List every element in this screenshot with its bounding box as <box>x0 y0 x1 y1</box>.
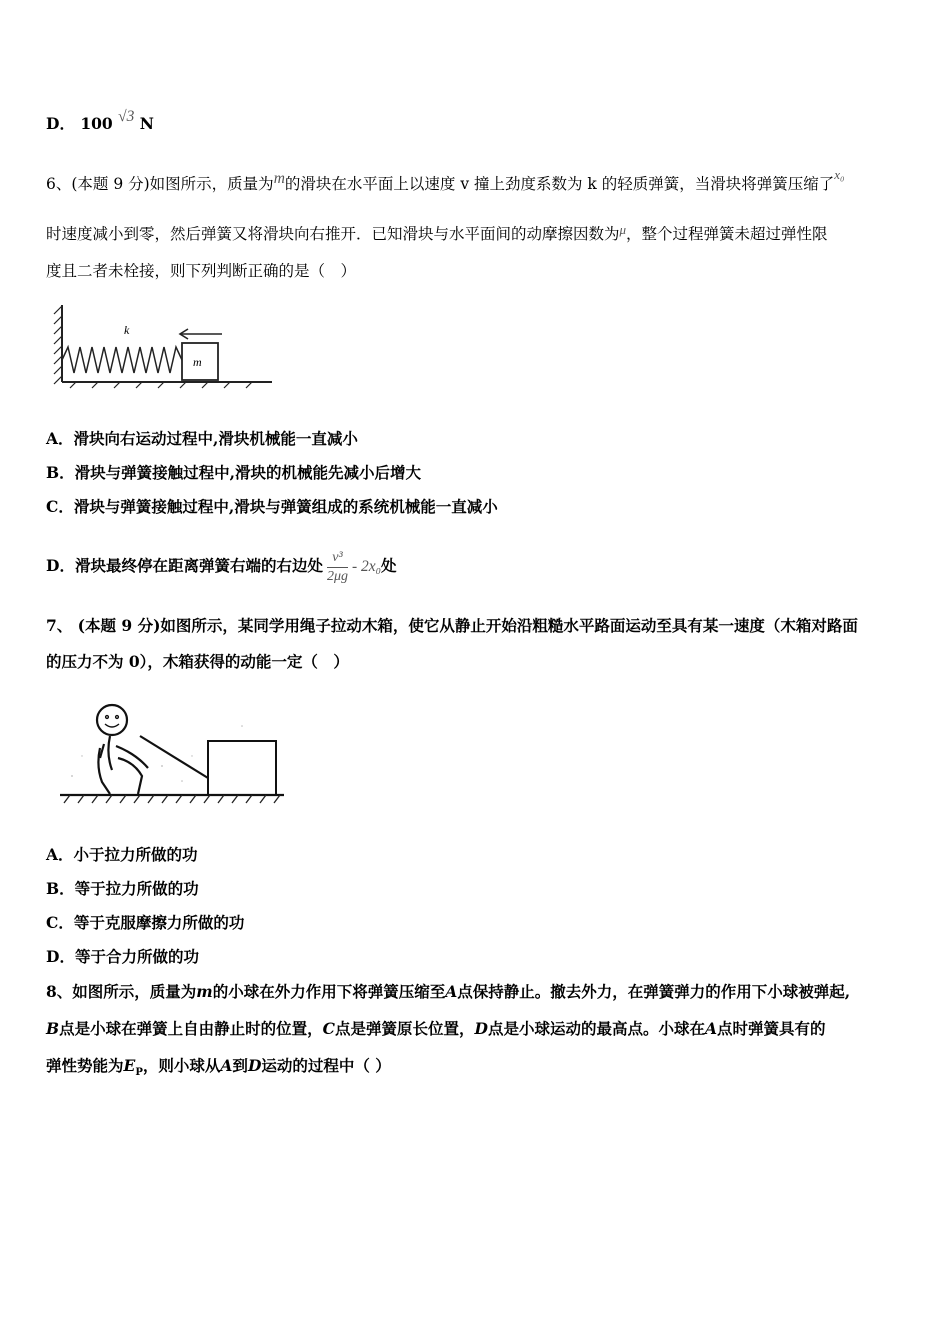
q8-stem-line1: 8、如图所示，质量为m的小球在外力作用下将弹簧压缩至A点保持静止。撤去外力，在弹簧弹力的作用下小球被弹起, <box>46 982 851 1001</box>
q7-person-pulling-box-figure <box>52 696 292 814</box>
q5-option-d: D． 100 √3 N <box>46 108 154 133</box>
q7-option-c: C．等于克服摩擦力所做的功 <box>46 913 245 932</box>
q6-option-d: D．滑块最终停在距离弹簧右端的右边处 $\frac{\text{v³}}{2\mu g}$ - 2x₀处 <box>46 549 397 584</box>
q7-option-d: D．等于合力所做的功 <box>46 947 199 966</box>
q6-option-c: C．滑块与弹簧接触过程中,滑块与弹簧组成的系统机械能一直减小 <box>46 497 498 516</box>
q7-option-a: A．小于拉力所做的功 <box>46 845 198 864</box>
q6-stem-line2: 时速度减小到零，然后弹簧又将滑块向右推开．已知滑块与水平面间的动摩擦因数为$^\mu$，整个过程弹簧未超过弹性限 <box>46 222 828 243</box>
q6-option-a: A．滑块向右运动过程中,滑块机械能一直减小 <box>46 429 358 448</box>
person-head <box>97 705 127 735</box>
sqrt3-expression: √3 <box>118 108 135 125</box>
spring-label: k <box>124 323 130 337</box>
q8-stem-line3: 弹性势能为$E_P$，则小球从A到D运动的过程中（ ） <box>46 1056 391 1079</box>
q7-stem-line1: 7、 (本题 9 分)如图所示，某同学用绳子拉动木箱，使它从静止开始沿粗糙水平路面运动至具有某一速度（木箱对路面 <box>46 616 858 635</box>
velocity-arrow <box>180 329 222 339</box>
q6-stem-line1: 6、(本题 9 分)如图所示，质量为m的滑块在水平面上以速度 v 撞上劲度系数为 k 的轻质弹簧，当滑块将弹簧压缩了$^{x_0}$ <box>46 167 845 193</box>
q8-stem-line2: B点是小球在弹簧上自由静止时的位置，C点是弹簧原长位置，D点是小球运动的最高点。小球在A点时弹簧具有的 <box>46 1019 826 1038</box>
q6-option-b: B．滑块与弹簧接触过程中,滑块的机械能先减小后增大 <box>46 463 421 482</box>
block-label: m <box>193 355 202 369</box>
spring <box>62 347 182 373</box>
rope <box>140 736 208 778</box>
q6-stem-line3: 度且二者未栓接，则下列判断正确的是（ ） <box>46 262 357 280</box>
q7-option-b: B．等于拉力所做的功 <box>46 879 199 898</box>
q6-spring-block-figure <box>52 300 276 390</box>
wooden-box <box>208 741 276 795</box>
q7-stem-line2: 的压力不为 0），木箱获得的动能一定（ ） <box>46 652 349 671</box>
fraction-expression: $\frac{\text{v³}}{2\mu g}$ <box>326 549 348 584</box>
